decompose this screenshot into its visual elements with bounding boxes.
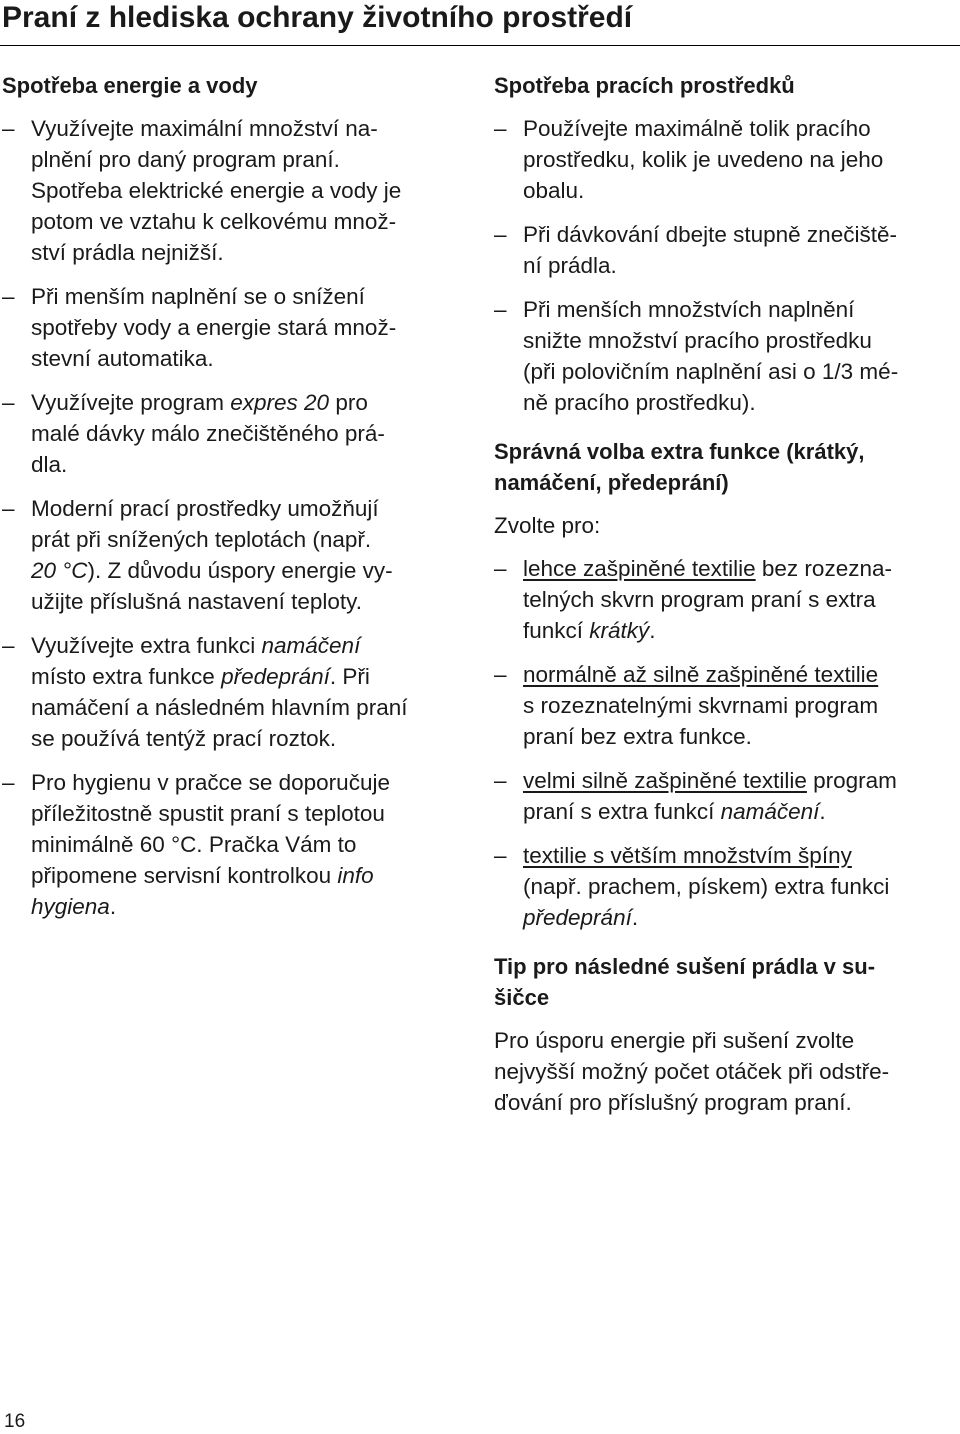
intro-text: Zvolte pro: bbox=[494, 513, 601, 538]
list-item: – normálně až silně zašpiněné textilie s rozeznatelnými skvrnami program praní bez extra funkce. bbox=[494, 659, 956, 752]
list-item: – lehce zašpiněné textilie bez rozezna- telných skvrn program praní s extra funkcí krátký. bbox=[494, 553, 956, 646]
list-item: – Při menších množstvích naplnění snižte množství pracího prostředku (při polovičním naplnění asi o 1/3 mé- ně pracího prostředku). bbox=[494, 294, 956, 418]
list-item: – velmi silně zašpiněné textilie program praní s extra funkcí namáčení. bbox=[494, 765, 956, 827]
energy-water-list bbox=[2, 113, 458, 922]
title-divider bbox=[0, 45, 960, 46]
dash-bullet: – bbox=[494, 222, 507, 247]
page-number: 16 bbox=[4, 1411, 26, 1432]
dash-bullet: – bbox=[494, 116, 507, 141]
dash-bullet: – bbox=[2, 633, 15, 658]
dash-bullet: – bbox=[494, 768, 507, 793]
dryer-tip-text: Pro úsporu energie při sušení zvolte nejvyšší možný počet otáček při odstře- ďování pro příslušný program praní. bbox=[494, 1028, 890, 1115]
list-item: – textilie s větším množstvím špíny (např. prachem, pískem) extra funkci předeprání. bbox=[494, 840, 956, 933]
dash-bullet: – bbox=[494, 843, 507, 868]
dash-bullet: – bbox=[494, 556, 507, 581]
list-item: – Využívejte maximální množství na- plnění pro daný program praní. Spotřeba elektrické energie a vody je potom ve vztahu k celkovému množ- ství prádla nejnižší. bbox=[2, 113, 458, 268]
extra-function-list bbox=[494, 553, 956, 933]
section-heading-dryer-tip: Tip pro následné sušení prádla v su- šičce bbox=[494, 954, 876, 1010]
dash-bullet: – bbox=[2, 116, 15, 141]
page-title: Praní z hlediska ochrany životního prostředí bbox=[2, 1, 633, 34]
dash-bullet: – bbox=[2, 496, 15, 521]
dash-bullet: – bbox=[2, 284, 15, 309]
dash-bullet: – bbox=[2, 770, 15, 795]
list-item: – Využívejte program expres 20 pro malé dávky málo znečištěného prá- dla. bbox=[2, 387, 458, 480]
list-item: – Pro hygienu v pračce se doporučuje příležitostně spustit praní s teplotou minimálně 60 °C. Pračka Vám to připomene servisní kontrolkou info hygiena. bbox=[2, 767, 458, 922]
detergent-list bbox=[494, 113, 956, 418]
list-item: – Při menším naplnění se o snížení spotřeby vody a energie stará množ- stevní automatika. bbox=[2, 281, 458, 374]
list-item: – Využívejte extra funkci namáčení místo extra funkce předeprání. Při namáčení a následném hlavním praní se používá tentýž prací roztok. bbox=[2, 630, 458, 754]
section-heading-detergent: Spotřeba pracích prostředků bbox=[494, 73, 795, 98]
section-heading-extra-function: Správná volba extra funkce (krátký, namáčení, předeprání) bbox=[494, 439, 865, 495]
dash-bullet: – bbox=[494, 662, 507, 687]
list-item: – Používejte maximálně tolik pracího prostředku, kolik je uvedeno na jeho obalu. bbox=[494, 113, 956, 206]
dash-bullet: – bbox=[2, 390, 15, 415]
list-item: – Moderní prací prostředky umožňují prát při snížených teplotách (např. 20 °C). Z důvodu úspory energie vy- užijte příslušná nastavení teploty. bbox=[2, 493, 458, 617]
list-item: – Při dávkování dbejte stupně znečiště- ní prádla. bbox=[494, 219, 956, 281]
dash-bullet: – bbox=[494, 297, 507, 322]
right-column bbox=[494, 70, 956, 1118]
left-column bbox=[2, 70, 458, 922]
section-heading-energy-water: Spotřeba energie a vody bbox=[2, 73, 258, 98]
